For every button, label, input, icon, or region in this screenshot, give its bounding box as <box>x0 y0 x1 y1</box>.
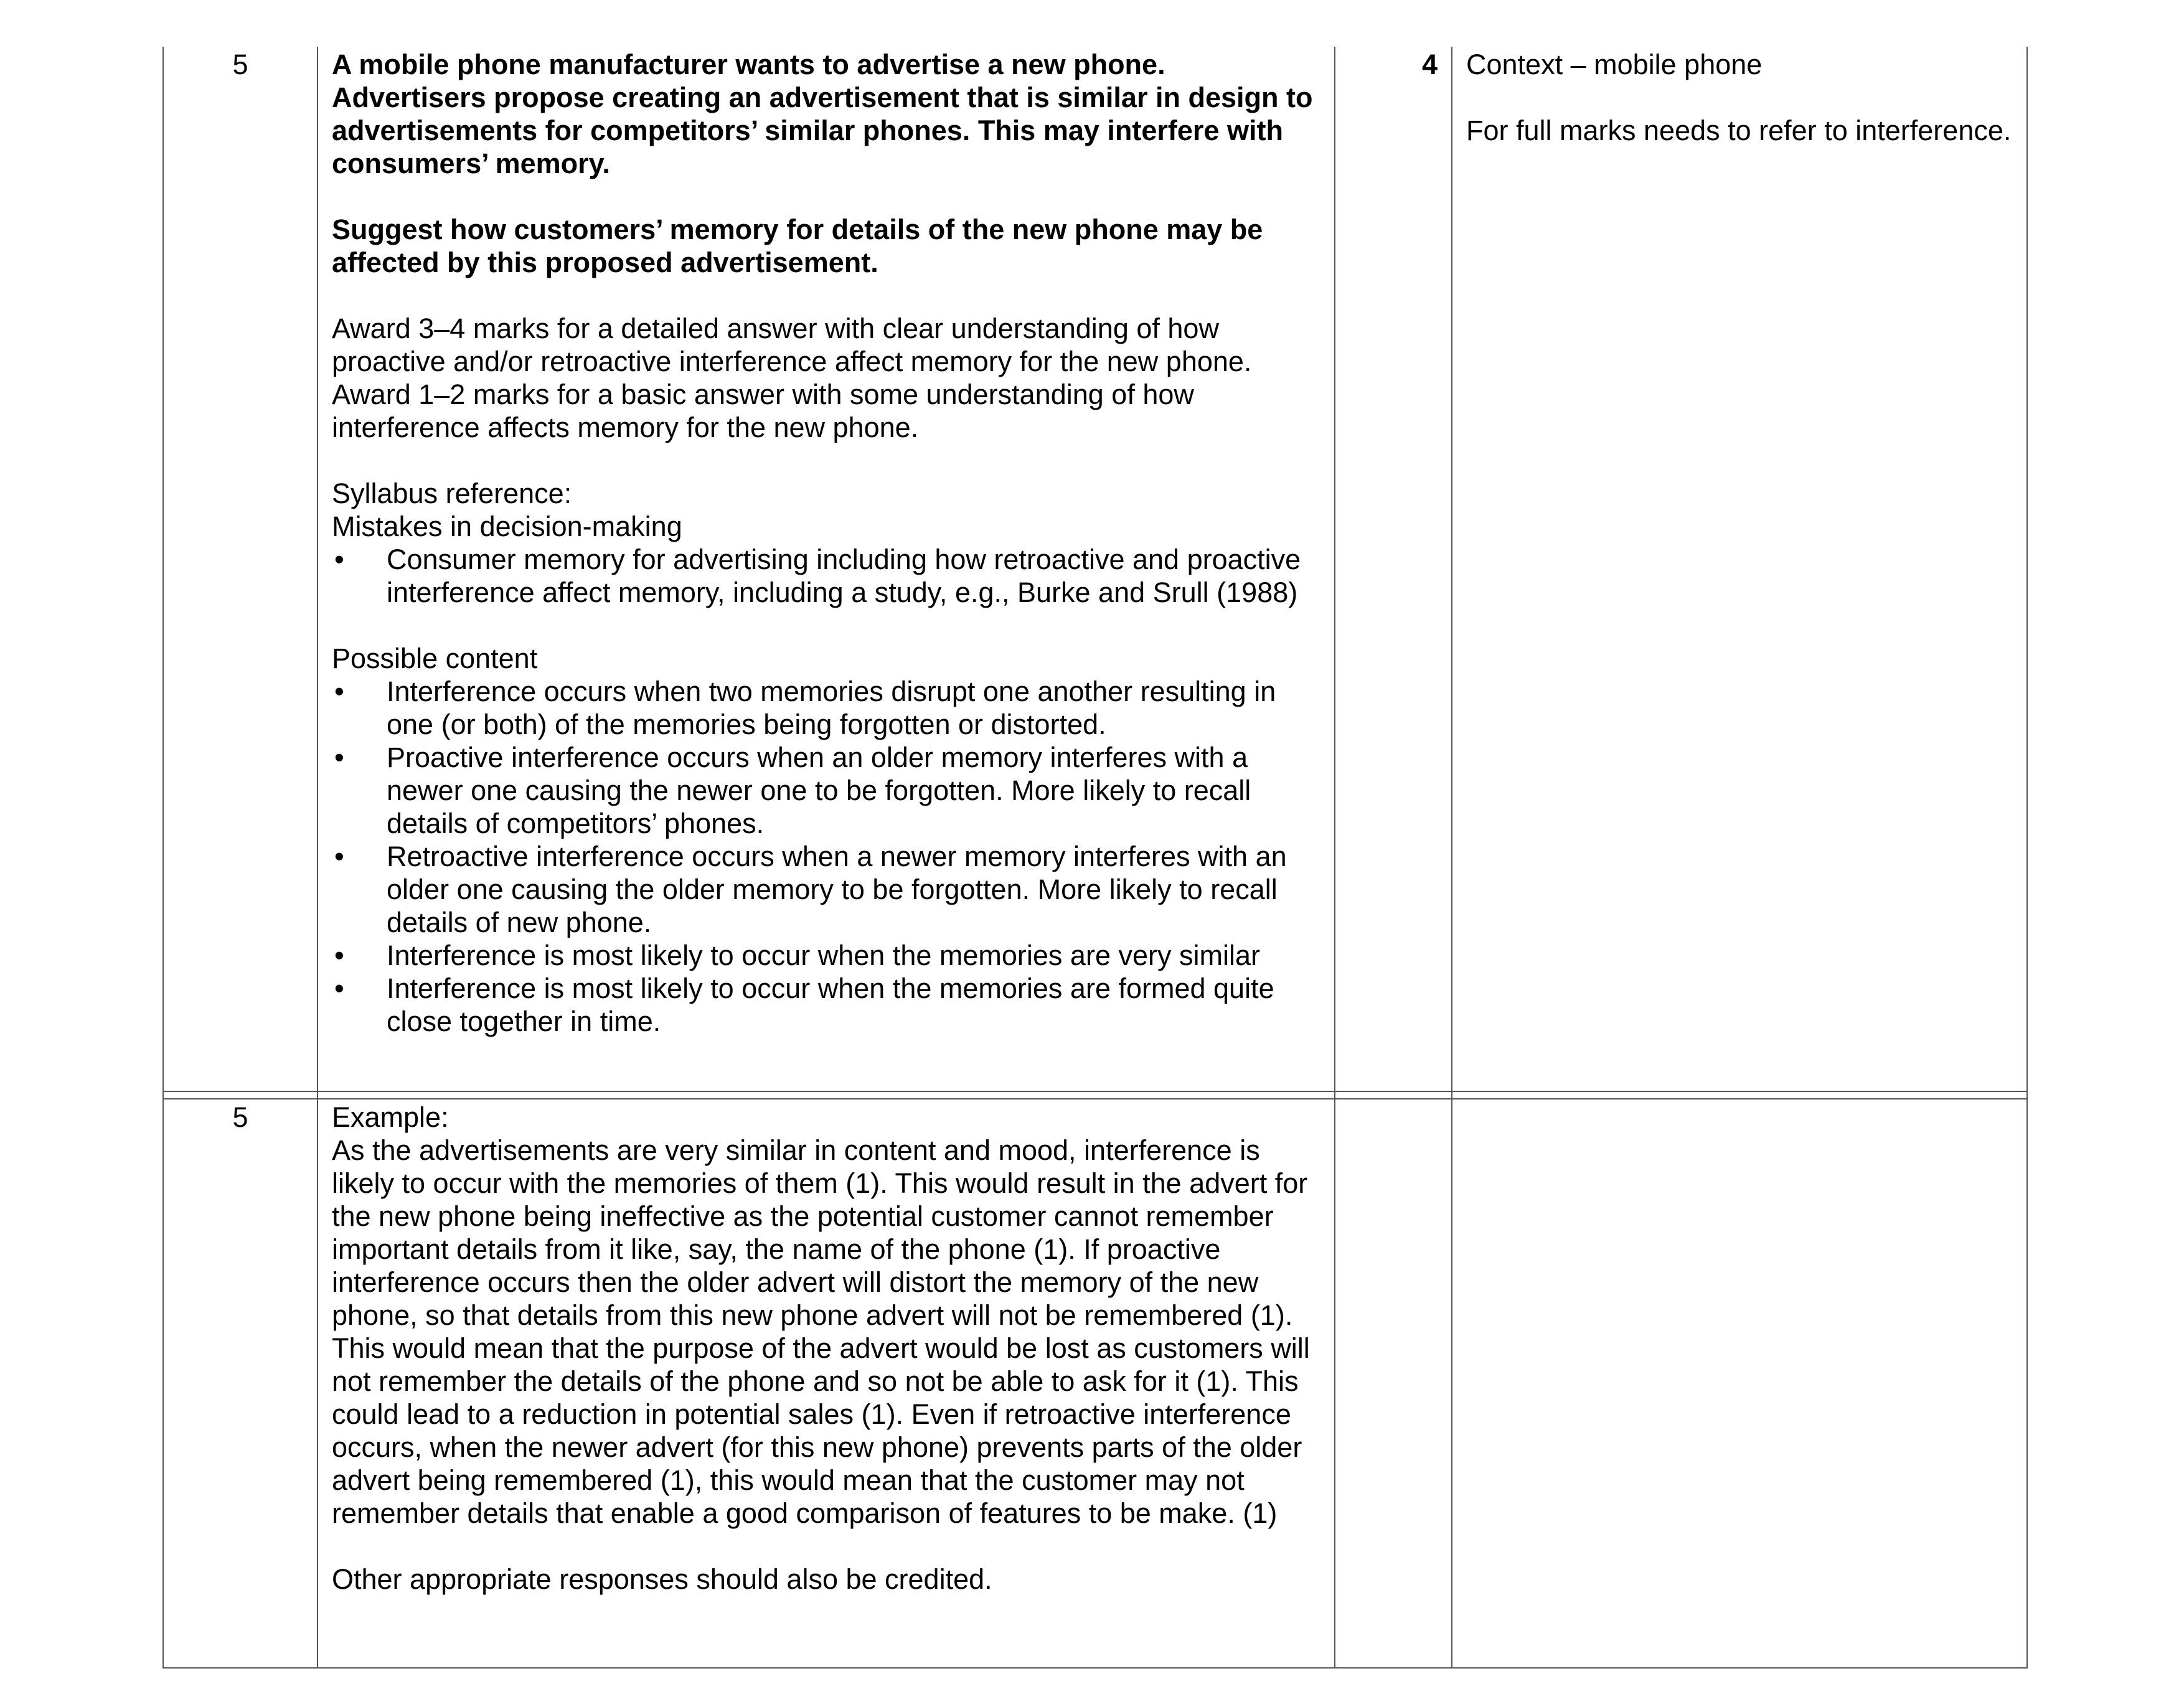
list-item <box>332 543 1320 609</box>
question-number: 5 <box>163 1099 318 1668</box>
syllabus-topic: Mistakes in decision-making <box>332 511 682 542</box>
spacer <box>1466 81 2013 114</box>
guidance-cell <box>1452 47 2027 1091</box>
separator-cell <box>318 1091 1335 1099</box>
question-task: Suggest how customers’ memory for details of the new phone may be affected by this proposed advertisement. <box>332 214 1263 278</box>
spacer <box>332 279 1320 312</box>
question-number: 5 <box>163 47 318 1091</box>
content-heading: Possible content <box>332 643 538 674</box>
list-item <box>332 675 1320 741</box>
bullet-icon: • <box>334 840 344 872</box>
table-row <box>163 1099 2027 1668</box>
spacer <box>332 609 1320 642</box>
guidance-context: Context – mobile phone <box>1466 49 1763 80</box>
syllabus-heading: Syllabus reference: <box>332 478 572 509</box>
question-stem: A mobile phone manufacturer wants to advertise a new phone. Advertisers propose creating an advertisement that is similar in design to advertisements for competitors’ similar phones. This may interfere with consumers’ memory. <box>332 49 1313 179</box>
row-separator <box>163 1091 2027 1099</box>
example-text: As the advertisements are very similar in content and mood, interference is likely to occur with the memories of them (1). This would result in the advert for the new phone being ineffective as the potential customer cannot remember important details from it like, say, the name of the phone (1). If proactive interference occurs then the older advert will distort the memory of the new phone, so that details from this new phone advert will not be remembered (1). This would mean that the purpose of the advert would be lost as customers will not remember the details of the phone and so not be able to ask for it (1). This could lead to a reduction in potential sales (1). Even if retroactive interference occurs, when the newer advert (for this new phone) prevents parts of the older advert being remembered (1), this would mean that the customer may not remember details that enable a good comparison of features to be make. (1) <box>332 1134 1310 1529</box>
syllabus-list <box>332 543 1320 609</box>
marks-value <box>1335 1099 1452 1668</box>
mark-scheme-table <box>162 47 2028 1669</box>
list-item-text: Interference is most likely to occur when the memories are very similar <box>387 939 1260 971</box>
award-band-low: Award 1–2 marks for a basic answer with some understanding of how interference affects memory for the new phone. <box>332 379 1194 443</box>
bullet-icon: • <box>334 741 344 773</box>
bullet-icon: • <box>334 972 344 1004</box>
spacer <box>332 1530 1320 1563</box>
separator-cell <box>1335 1091 1452 1099</box>
closing-text: Other appropriate responses should also be credited. <box>332 1563 992 1595</box>
answer-cell <box>318 1099 1335 1668</box>
guidance-full-marks: For full marks needs to refer to interference. <box>1466 115 2012 146</box>
list-item-text: Consumer memory for advertising including how retroactive and proactive interference affect memory, including a study, e.g., Burke and Srull (1988) <box>387 544 1301 608</box>
answer-cell <box>318 47 1335 1091</box>
separator-cell <box>163 1091 318 1099</box>
list-item <box>332 741 1320 840</box>
list-item-text: Proactive interference occurs when an older memory interferes with a newer one causing the newer one to be forgotten. More likely to recall details of competitors’ phones. <box>387 741 1251 839</box>
spacer <box>332 180 1320 213</box>
guidance-cell <box>1452 1099 2027 1668</box>
bullet-icon: • <box>334 939 344 971</box>
list-item-text: Interference is most likely to occur when the memories are formed quite close together in time. <box>387 972 1274 1037</box>
list-item <box>332 840 1320 939</box>
bullet-icon: • <box>334 544 344 575</box>
list-item-text: Interference occurs when two memories disrupt one another resulting in one (or both) of the memories being forgotten or distorted. <box>387 675 1276 740</box>
marks-value: 4 <box>1335 47 1452 1091</box>
list-item-text: Retroactive interference occurs when a newer memory interferes with an older one causing the older memory to be forgotten. More likely to recall details of new phone. <box>387 840 1287 938</box>
table-row <box>163 47 2027 1091</box>
example-heading: Example: <box>332 1101 449 1133</box>
spacer <box>332 444 1320 477</box>
list-item <box>332 939 1320 972</box>
list-item <box>332 972 1320 1038</box>
content-list <box>332 675 1320 1038</box>
separator-cell <box>1452 1091 2027 1099</box>
bullet-icon: • <box>334 675 344 707</box>
award-band-high: Award 3–4 marks for a detailed answer with clear understanding of how proactive and/or retroactive interference affect memory for the new phone. <box>332 313 1252 377</box>
